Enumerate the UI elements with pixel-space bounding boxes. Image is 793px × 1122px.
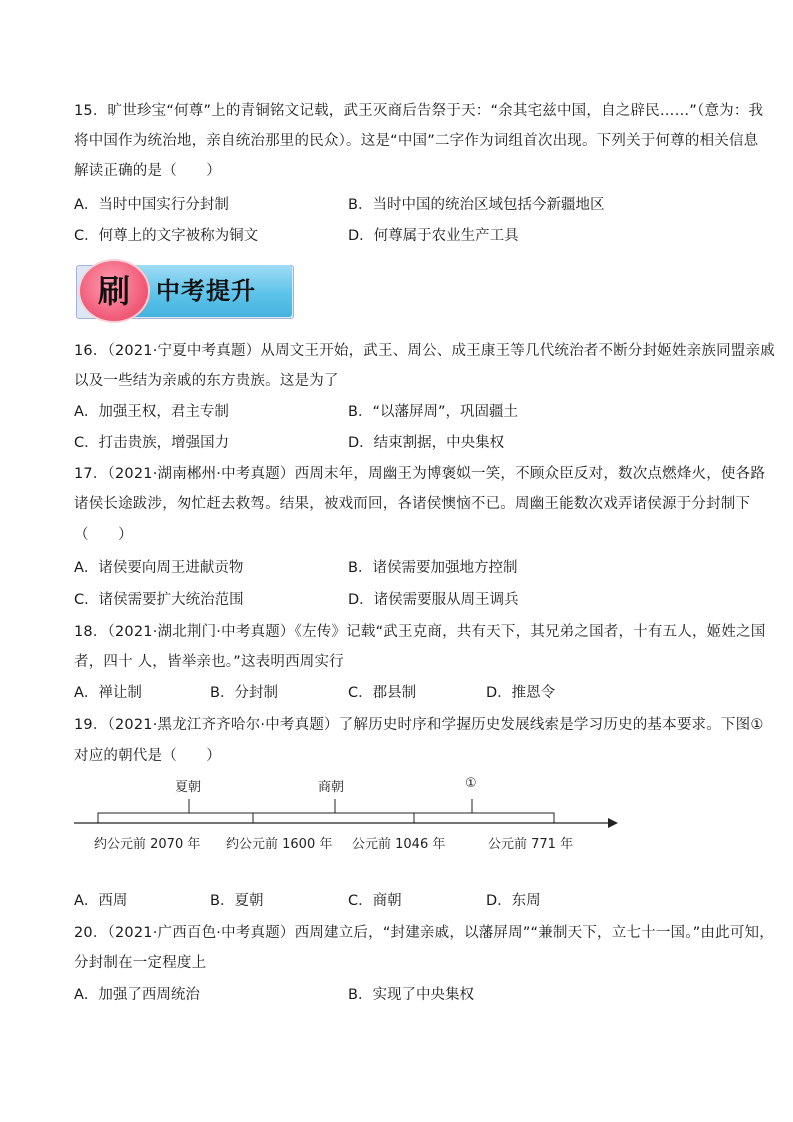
timeline-arrow-icon [608,818,618,828]
q19-option-a: A．西周 [74,893,128,909]
timeline-date-3: 公元前 1046 年 [352,837,446,852]
q19-stem-line-1: 19．（2021·黑龙江齐齐哈尔·中考真题）了解历史时序和学握历史发展线索是学习历史的基本要求。下图① [74,717,764,733]
q17-stem-line-1: 17．（2021·湖南郴州·中考真题）西周末年，周幽王为博褒姒一笑，不顾众臣反对，数次点燃烽火，使各路 [74,466,766,482]
timeline-date-1: 约公元前 2070 年 [94,837,201,852]
q17-option-d: D．诸侯需要服从周王调兵 [348,592,519,608]
q15-option-c: C．何尊上的文字被称为铜文 [74,228,259,244]
q18-stem-line-1: 18．（2021·湖北荆门·中考真题）《左传》记载“武王克商，共有天下，其兄弟之国者，十有五人，姬姓之国 [74,624,766,640]
banner-title: 中考提升 [156,276,256,305]
q15-option-b: B．当时中国的统治区域包括今新疆地区 [348,197,605,213]
timeline-period-unknown: ① [465,776,477,791]
q16-option-a: A．加强王权，君主专制 [74,404,229,420]
q17-stem-line-3: （ ） [74,527,133,543]
q19-option-c: C．商朝 [348,893,402,909]
q16-stem-line-2: 以及一些结为亲戚的东方贵族。这是为了 [74,373,339,389]
q18-option-c: C．郡县制 [348,685,417,701]
q16-option-b: B．“以藩屏周”，巩固疆土 [348,404,518,420]
q15-option-a: A．当时中国实行分封制 [74,197,229,213]
q20-stem-line-2: 分封制在一定程度上 [74,955,207,971]
q18-option-d: D．推恩令 [486,685,556,701]
timeline-period-xia: 夏朝 [175,780,202,795]
q15-stem-line-3: 解读正确的是（ ） [74,163,221,179]
q16-option-c: C．打击贵族，增强国力 [74,435,230,451]
timeline-date-2: 约公元前 1600 年 [226,837,333,852]
q17-option-a: A．诸侯要向周王进献贡物 [74,560,244,576]
q16-stem-line-1: 16．（2021·宁夏中考真题）从周文王开始，武王、周公、成王康王等几代统治者不断分封姬姓亲族同盟亲戚 [74,343,775,359]
q19-option-d: D．东周 [486,893,541,909]
q17-option-b: B．诸侯需要加强地方控制 [348,560,518,576]
q18-option-b: B．分封制 [210,685,278,701]
q15-stem-line-1: 15．旷世珍宝“何尊”上的青铜铭文记载，武王灭商后告祭于天：“余其宅兹中国，自之辟民……”（意为：我 [74,103,764,119]
dynasty-timeline [70,770,630,860]
timeline-period-bracket [98,813,554,823]
timeline-date-4: 公元前 771 年 [488,837,574,852]
q20-stem-line-1: 20．（2021·广西百色·中考真题）西周建立后，“封建亲戚，以藩屏周”“兼制天下，立七十一国。”由此可知， [74,925,774,941]
q20-option-b: B．实现了中央集权 [348,987,474,1003]
q18-stem-line-2: 者，四十 人，皆举亲也。”这表明西周实行 [74,654,344,670]
q20-option-a: A．加强了西周统治 [74,987,200,1003]
q17-stem-line-2: 诸侯长途跋涉，匆忙赶去救驾。结果，被戏而回，各诸侯懊恼不已。周幽王能数次戏弄诸侯源于分封制下 [74,496,751,512]
timeline-period-shang: 商朝 [318,780,345,795]
q19-stem-line-2: 对应的朝代是（ ） [74,748,221,764]
q15-option-d: D．何尊属于农业生产工具 [348,228,519,244]
q15-stem-line-2: 将中国作为统治地，亲自统治那里的民众）。这是“中国”二字作为词组首次出现。下列关于何尊的相关信息 [74,133,759,149]
section-banner [76,259,296,323]
banner-badge-char: 刷 [97,272,130,310]
q19-option-b: B．夏朝 [210,893,264,909]
q17-option-c: C．诸侯需要扩大统治范围 [74,592,244,608]
q18-option-a: A．禅让制 [74,685,142,701]
q16-option-d: D．结束割据，中央集权 [348,435,505,451]
